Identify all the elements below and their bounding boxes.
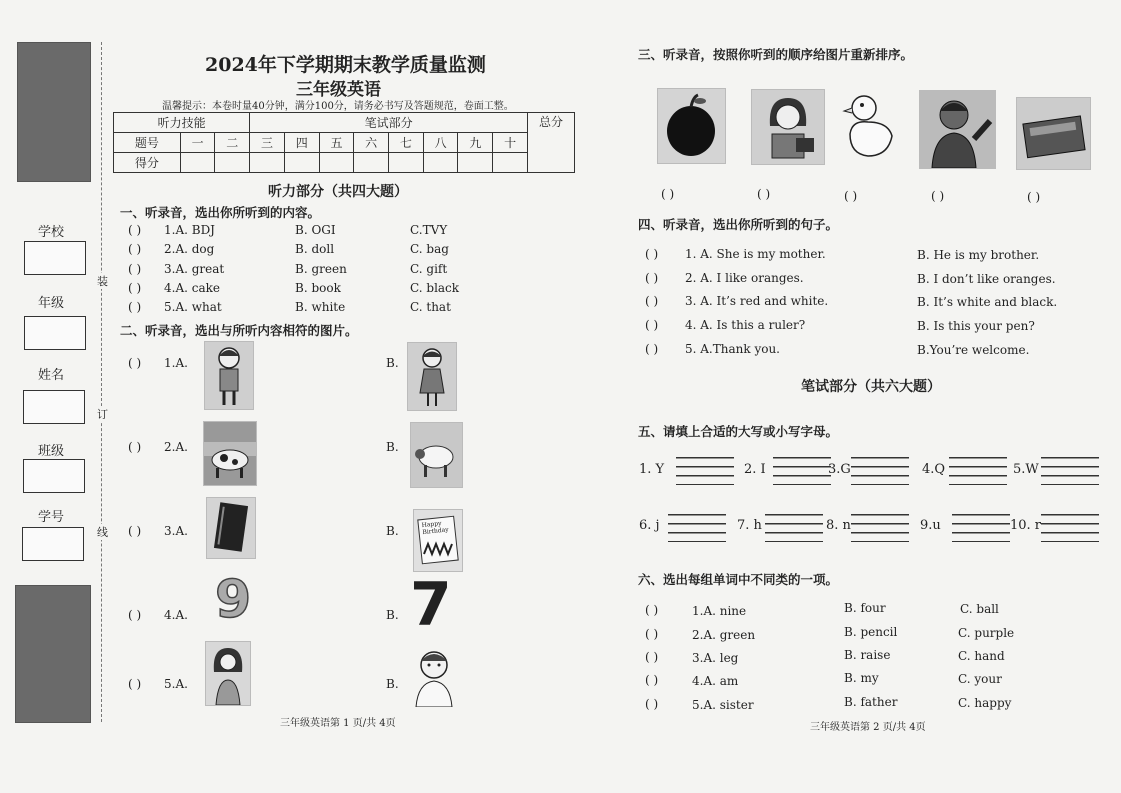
question-col-2: 二 [215,133,250,153]
notebook-picture [206,497,256,559]
option-a: 2.A. green [692,628,756,642]
answer-paren[interactable]: ( ) [645,627,659,641]
sec4-title: 四、听录音，选出你所听到的句子。 [638,217,839,232]
option-b: B. [386,608,399,622]
option-b: B. OGI [295,223,336,237]
bottom-dark-block [15,585,91,723]
answer-paren[interactable]: ( ) [128,524,142,538]
letter-prompt: 5.W [1013,462,1039,477]
question-col-5: 五 [319,133,354,153]
name-label: 姓名 [38,368,65,383]
question-col-4: 四 [284,133,319,153]
option-c: C. black [410,281,460,295]
score-cell[interactable] [180,153,215,173]
grade-field[interactable] [24,316,86,350]
girl-picture [204,341,254,410]
score-cell[interactable] [354,153,389,173]
four-line-grid[interactable] [1041,514,1099,542]
option-b: B. Is this your pen? [917,319,1035,333]
numeral-nine-picture: 9 [215,570,252,630]
option-a: 5.A. [164,677,188,691]
answer-paren[interactable]: ( ) [645,318,659,332]
sec6-title: 六、选出每组单词中不同类的一项。 [638,572,839,587]
option-a: 2.A. dog [164,242,215,256]
top-dark-block [17,42,91,182]
total-score-header: 总分 [528,113,575,173]
option-c: C. gift [410,262,448,276]
page2-footer: 三年级英语第 2 页/共 4页 [810,722,926,733]
score-cell[interactable] [319,153,354,173]
four-line-grid[interactable] [851,457,909,485]
written-part-header: 笔试部分 [250,113,528,133]
listening-skill-header: 听力技能 [114,113,250,133]
answer-paren[interactable]: ( ) [645,294,659,308]
score-cell[interactable] [215,153,250,173]
score-cell[interactable] [493,153,528,173]
option-a: 2. A. I like oranges. [685,271,804,285]
option-a: 3.A. [164,524,188,538]
score-row-label: 得分 [114,153,181,173]
four-line-grid[interactable] [1041,457,1099,485]
written-heading: 笔试部分（共六大题） [801,379,941,395]
girl-skirt-picture [407,342,457,411]
woman-picture [205,641,251,706]
option-c: C. that [410,300,451,314]
option-b: B. [386,677,399,691]
option-a: 4.A. am [692,674,739,688]
option-b: B. my [844,671,879,685]
girl-reading-picture [751,89,825,165]
option-a: 5.A. what [164,300,222,314]
question-col-1: 一 [180,133,215,153]
option-c: C. purple [958,626,1015,640]
option-b: B. white [295,300,346,314]
score-cell[interactable] [458,153,493,173]
option-c: C. bag [410,242,449,256]
option-b: B. [386,440,399,454]
school-label: 学校 [38,225,65,240]
name-field[interactable] [23,390,85,424]
binding-char-ding: 订 [97,408,108,421]
option-b: B. pencil [844,625,898,639]
question-no-label: 题号 [114,133,181,153]
cow-picture [203,421,257,486]
answer-paren[interactable]: ( ) [128,300,142,314]
answer-paren[interactable]: ( ) [128,223,142,237]
option-b: B. father [844,695,898,709]
option-b: B. I don’t like oranges. [917,272,1056,286]
student-id-field[interactable] [22,527,84,561]
answer-paren[interactable]: ( ) [645,247,659,261]
letter-prompt: 9.u [920,518,941,533]
score-cell[interactable] [284,153,319,173]
four-line-grid[interactable] [765,514,823,542]
question-col-7: 七 [389,133,424,153]
option-a: 1.A. BDJ [164,223,215,237]
answer-paren[interactable]: ( ) [128,608,142,622]
option-a: 4.A. cake [164,281,220,295]
student-id-label: 学号 [38,510,65,525]
option-a: 2.A. [164,440,188,454]
option-b: B. four [844,601,886,615]
binding-char-xian: 线 [97,526,108,539]
answer-paren[interactable]: ( ) [645,697,659,711]
option-b: B. green [295,262,347,276]
answer-paren[interactable]: ( ) [128,356,142,370]
answer-paren[interactable]: ( ) [645,650,659,664]
option-c: C. your [958,672,1002,686]
option-b: B. [386,524,399,538]
letter-prompt: 6. j [639,518,660,533]
sec5-title: 五、请填上合适的大写或小写字母。 [638,424,839,439]
option-c: C. hand [958,649,1005,663]
listening-heading: 听力部分（共四大题） [268,184,408,200]
option-a: 5.A. sister [692,698,754,712]
four-line-grid[interactable] [949,457,1007,485]
question-col-10: 十 [493,133,528,153]
exam-title: 2024年下学期期末教学质量监测 [205,54,486,76]
option-a: 1.A. nine [692,604,747,618]
score-cell[interactable] [389,153,424,173]
option-b: B.You’re welcome. [917,343,1030,357]
answer-paren[interactable]: ( ) [128,677,142,691]
boy-picture [406,645,461,707]
option-a: 3. A. It’s red and white. [685,294,829,308]
sheep-picture [410,422,463,488]
birthday-card-picture [413,509,463,572]
school-field[interactable] [24,241,86,275]
score-cell[interactable] [423,153,458,173]
page1-footer: 三年级英语第 1 页/共 4页 [280,718,396,729]
answer-paren[interactable]: ( ) [128,281,142,295]
option-a: 3.A. great [164,262,225,276]
four-line-grid[interactable] [952,514,1010,542]
option-a: 1.A. [164,356,188,370]
answer-paren[interactable]: ( ) [128,262,142,276]
letter-prompt: 3.G [828,462,851,477]
exam-subtitle: 三年级英语 [296,80,381,100]
option-b: B. [386,356,399,370]
sec3-title: 三、听录音，按照你听到的顺序给图片重新排序。 [638,47,914,62]
letter-prompt: 10. r [1010,518,1042,533]
order-paren-3[interactable]: ( ) [844,189,858,203]
sec2-title: 二、听录音，选出与所听内容相符的图片。 [120,323,358,338]
question-col-8: 八 [423,133,458,153]
four-line-grid[interactable] [773,457,831,485]
answer-paren[interactable]: ( ) [645,673,659,687]
question-col-6: 六 [354,133,389,153]
option-a: 4. A. Is this a ruler? [685,318,806,332]
option-b: B. raise [844,648,891,662]
boy-waving-picture [919,90,996,169]
four-line-grid[interactable] [668,514,726,542]
order-paren-2[interactable]: ( ) [757,187,771,201]
four-line-grid[interactable] [676,457,734,485]
option-b: B. doll [295,242,335,256]
numeral-seven-picture: 7 [410,570,452,640]
letter-prompt: 7. h [737,518,762,533]
order-paren-5[interactable]: ( ) [1027,190,1041,204]
order-paren-4[interactable]: ( ) [931,189,945,203]
question-col-9: 九 [458,133,493,153]
exam-tip: 温馨提示：本卷时量40分钟，满分100分，请务必书写及答题规范，卷面工整。 [162,101,514,112]
option-a: 5. A.Thank you. [685,342,780,356]
option-a: 3.A. leg [692,651,739,665]
answer-paren[interactable]: ( ) [645,271,659,285]
letter-prompt: 4.Q [922,462,946,477]
duck-picture [842,86,896,165]
option-c: C. happy [958,696,1012,710]
option-c: C. ball [960,602,999,616]
option-b: B. book [295,281,341,295]
sec1-title: 一、听录音，选出你所听到的内容。 [120,205,321,220]
option-b: B. It’s white and black. [917,295,1058,309]
question-col-3: 三 [250,133,285,153]
option-b: B. He is my brother. [917,248,1040,262]
option-c: C.TVY [410,223,448,237]
answer-paren[interactable]: ( ) [128,440,142,454]
option-a: 4.A. [164,608,188,622]
letter-prompt: 1. Y [639,462,665,477]
binding-line [101,42,102,722]
grade-label: 年级 [38,296,65,311]
answer-paren[interactable]: ( ) [645,342,659,356]
score-cell[interactable] [250,153,285,173]
order-paren-1[interactable]: ( ) [661,187,675,201]
pencil-box-picture [1016,97,1091,170]
score-table [113,112,575,173]
letter-prompt: 2. I [744,462,766,477]
four-line-grid[interactable] [851,514,909,542]
class-field[interactable] [23,459,85,493]
card-text: Happy Birthday [421,520,449,537]
letter-prompt: 8. n [826,518,851,533]
apple-picture [657,88,726,164]
answer-paren[interactable]: ( ) [645,603,659,617]
class-label: 班级 [38,444,65,459]
answer-paren[interactable]: ( ) [128,242,142,256]
binding-char-zhuang: 装 [97,275,108,288]
option-a: 1. A. She is my mother. [685,247,826,261]
